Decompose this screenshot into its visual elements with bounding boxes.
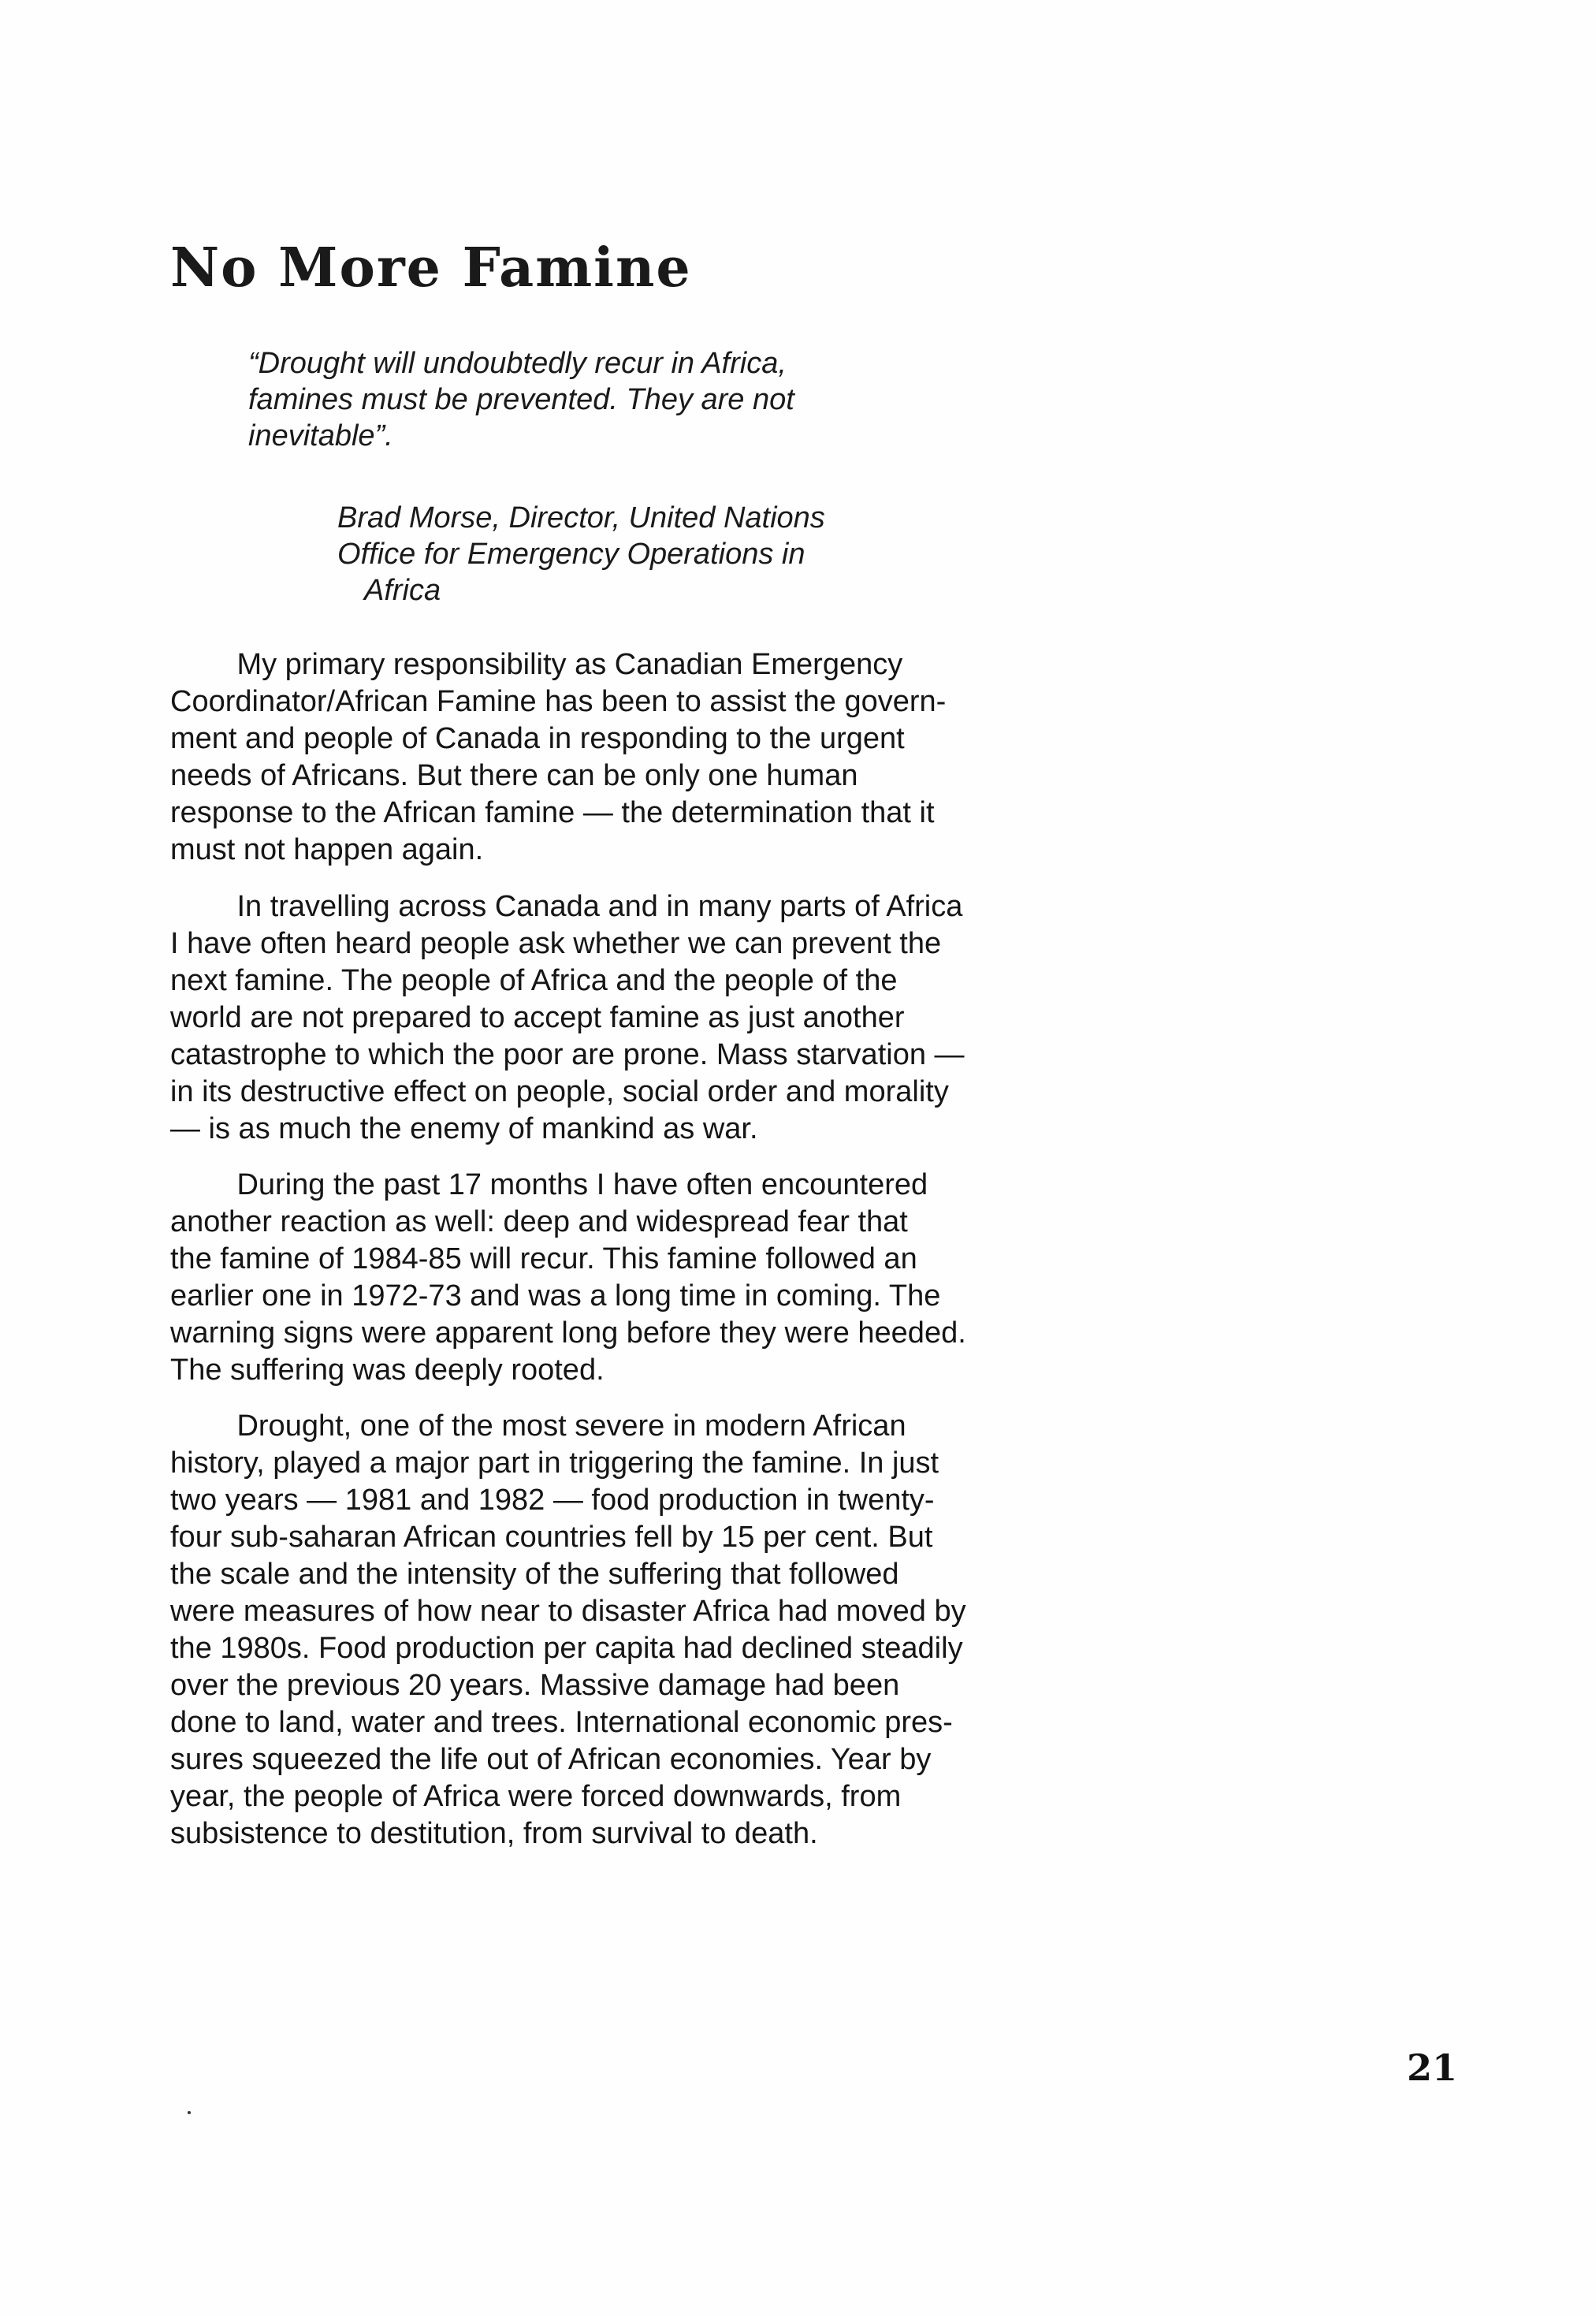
paragraph-line: over the previous 20 years. Massive damage had been [170,1669,900,1702]
paragraph-line: world are not prepared to accept famine as just another [170,1001,905,1034]
paragraph-line: four sub-saharan African countries fell by 15 per cent. But [170,1521,933,1554]
paragraph-line: In travelling across Canada and in many parts of Africa [170,890,963,923]
paragraph-line: the famine of 1984-85 will recur. This famine followed an [170,1242,917,1275]
page-title: No More Famine [170,236,692,300]
print-speck [188,2111,191,2114]
paragraph-line: subsistence to destitution, from survival to death. [170,1817,818,1850]
paragraph-line: My primary responsibility as Canadian Emergency [170,648,903,681]
paragraph-line: were measures of how near to disaster Africa had moved by [170,1595,966,1628]
paragraph-line: sures squeezed the life out of African economies. Year by [170,1743,932,1776]
paragraph-line: catastrophe to which the poor are prone. Mass starvation — [170,1038,965,1071]
epigraph-attribution [337,500,968,609]
paragraph-line: needs of Africans. But there can be only one human [170,759,858,792]
paragraph-line: I have often heard people ask whether we can prevent the [170,927,942,960]
paragraph-line: — is as much the enemy of mankind as war. [170,1112,758,1145]
epigraph-quote [248,345,942,454]
paragraph-line: ment and people of Canada in responding to the urgent [170,722,905,755]
body-paragraph [170,1167,1084,1389]
attribution-line: Office for Emergency Operations in [337,538,805,571]
paragraph-line: The suffering was deeply rooted. [170,1353,605,1387]
paragraph-line: history, played a major part in triggering the famine. In just [170,1447,939,1480]
epigraph-quote-line: “Drought will undoubtedly recur in Africa, [248,347,787,380]
body-paragraph [170,646,1084,869]
attribution-line: Africa [364,574,441,607]
body-paragraph [170,1408,1084,1852]
paragraph-line: next famine. The people of Africa and the people of the [170,964,898,997]
attribution-line: Brad Morse, Director, United Nations [337,501,825,534]
paragraph-line: earlier one in 1972-73 and was a long time in coming. The [170,1279,941,1313]
paragraph-line: Drought, one of the most severe in modern African [170,1409,906,1443]
paragraph-line: year, the people of Africa were forced downwards, from [170,1780,902,1813]
body-paragraph [170,888,1084,1148]
paragraph-line: warning signs were apparent long before they were heeded. [170,1316,966,1350]
paragraph-line: two years — 1981 and 1982 — food production in twenty- [170,1484,935,1517]
paragraph-line: in its destructive effect on people, social order and morality [170,1075,949,1108]
paragraph-line: another reaction as well: deep and widespread fear that [170,1205,908,1238]
paragraph-line: Coordinator/African Famine has been to assist the govern- [170,685,947,718]
paragraph-line: must not happen again. [170,833,484,866]
paragraph-line: response to the African famine — the determination that it [170,796,935,829]
paragraph-line: the 1980s. Food production per capita had declined steadily [170,1632,963,1665]
paragraph-line: the scale and the intensity of the suffering that followed [170,1558,899,1591]
epigraph-quote-line: inevitable”. [248,419,393,452]
page-number: 21 [1407,2046,1458,2089]
paragraph-line: During the past 17 months I have often encountered [170,1168,928,1201]
paragraph-line: done to land, water and trees. International economic pres- [170,1706,953,1739]
epigraph-quote-line: famines must be prevented. They are not [248,383,794,416]
